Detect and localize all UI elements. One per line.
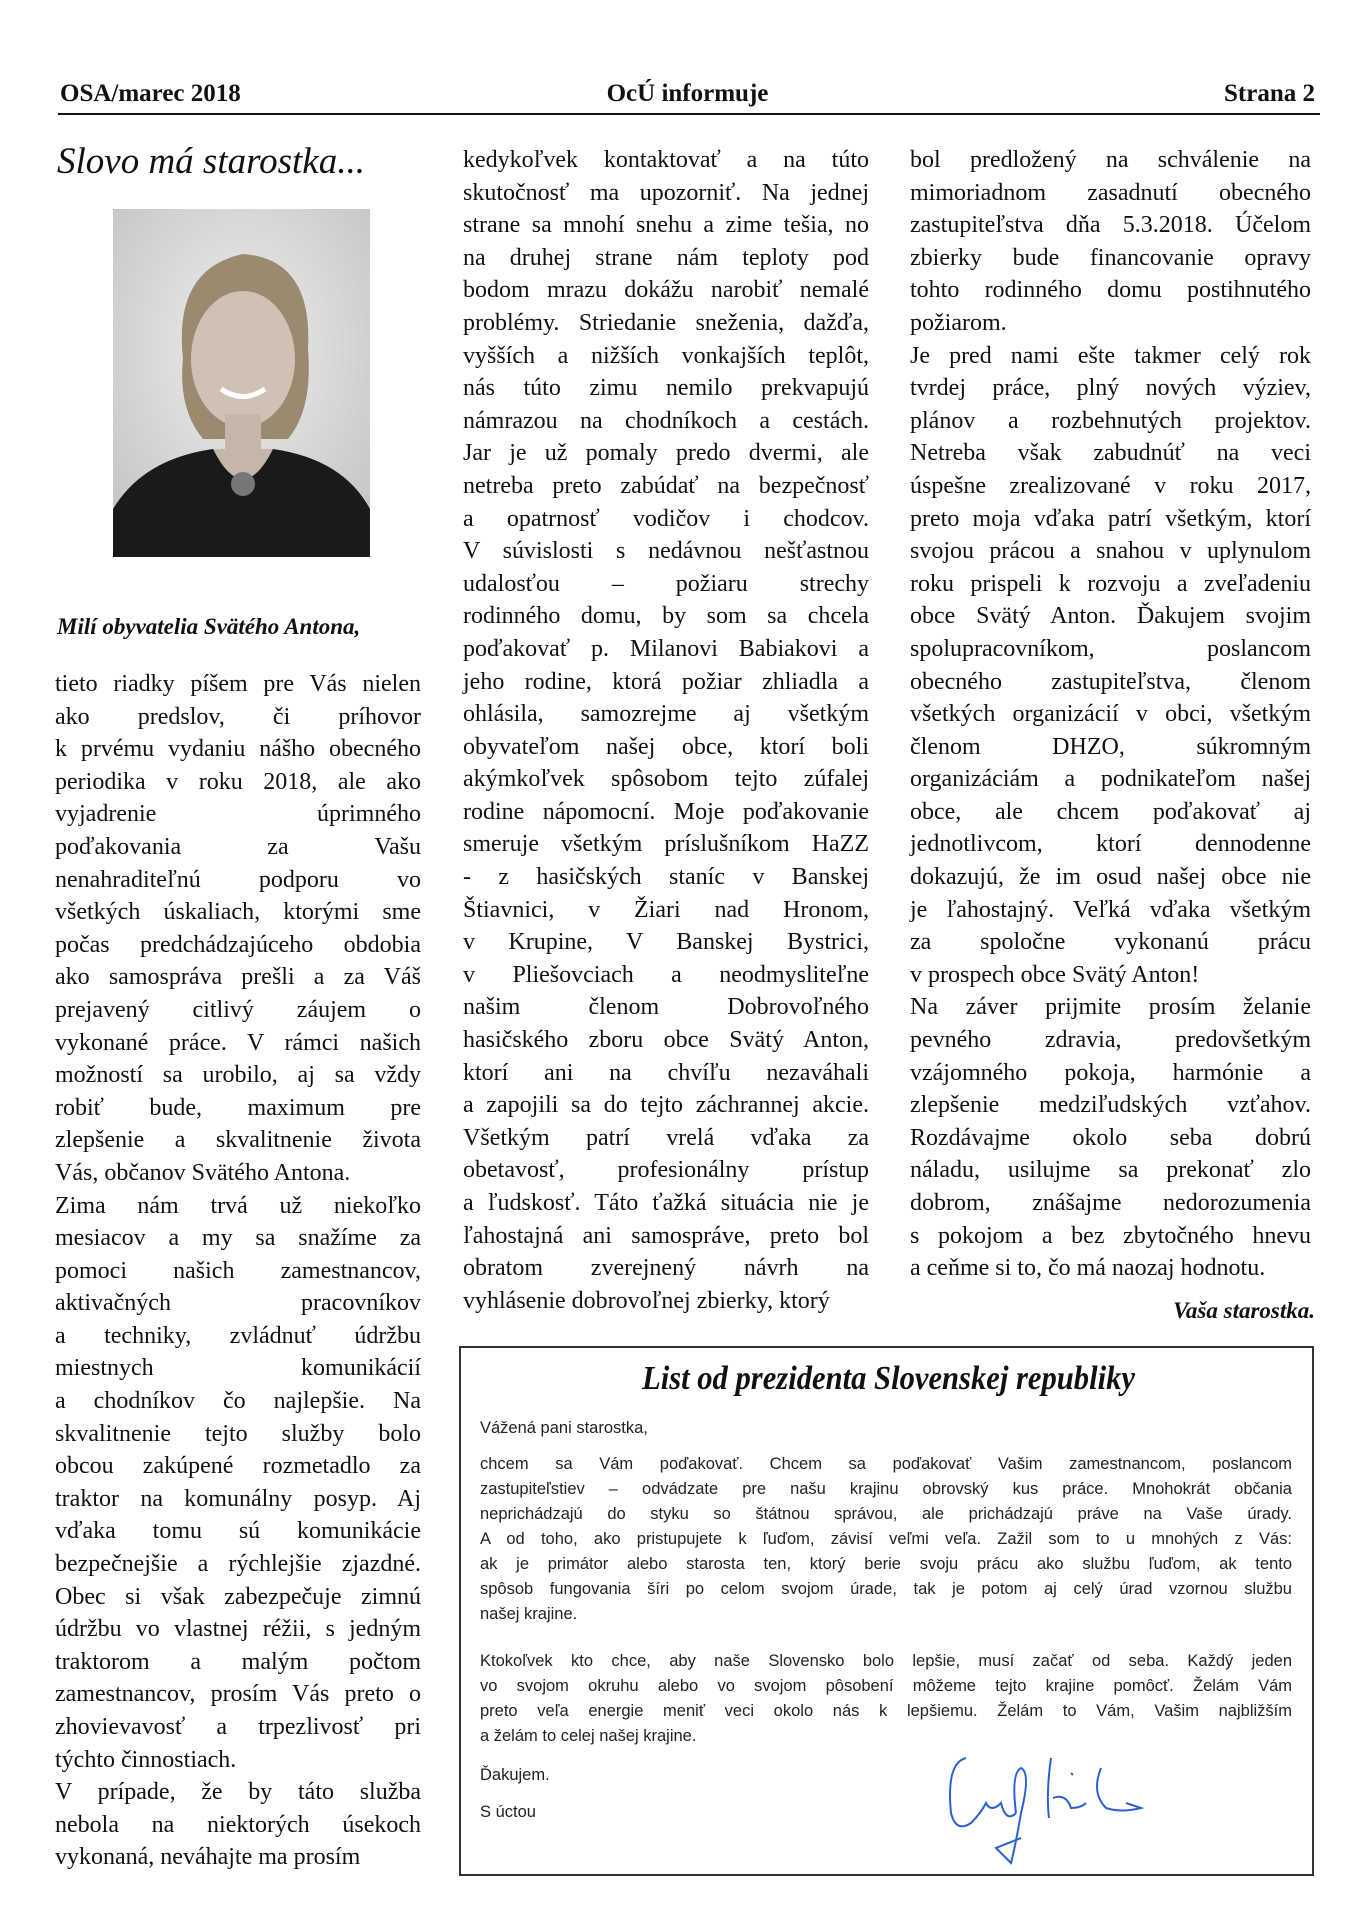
text-line: rodine nápomocní. Moje poďakovanie bbox=[463, 798, 869, 825]
text-line: vo svojom okruhu alebo vo svojom pôsobení môžeme tejto krajine pomôcť. Želám Vám bbox=[480, 1677, 1292, 1695]
text-line: vykonané práce. V rámci našich bbox=[55, 1029, 421, 1056]
header-divider bbox=[58, 113, 1320, 115]
text-line: Všetkým patrí vrelá vďaka za bbox=[463, 1124, 869, 1151]
text-line: ktorí ani na chvíľu nezaváhali bbox=[463, 1059, 869, 1086]
text-line: bezpečnejšie a rýchlejšie zjazdné. bbox=[55, 1551, 421, 1578]
text-line: skvalitnenie tejto služby bolo bbox=[55, 1420, 421, 1447]
text-line: periodika v roku 2018, ale ako bbox=[55, 768, 421, 795]
text-line: svojou prácou a snahou v uplynulom bbox=[910, 538, 1311, 565]
text-line: Je pred nami ešte takmer celý rok bbox=[910, 342, 1311, 369]
text-line: Zima nám trvá už niekoľko bbox=[55, 1192, 421, 1219]
text-line: Ktokoľvek kto chce, aby naše Slovensko bolo lepšie, musí začať od seba. Každý jeden bbox=[480, 1652, 1292, 1670]
text-line: udalosťou – požiaru strechy bbox=[463, 570, 869, 597]
text-line: všetkých úskaliach, ktorými sme bbox=[55, 899, 421, 926]
text-line: neprichádzajú do styku so štátnou správou, ale prichádzajú práve na Vaše úrady. bbox=[480, 1505, 1292, 1523]
text-line: úspešne zrealizované v roku 2017, bbox=[910, 472, 1311, 499]
text-line: námrazou na chodníkoch a cestách. bbox=[463, 407, 869, 434]
text-line: a ceňme si to, čo má naozaj hodnotu. bbox=[910, 1255, 1266, 1282]
article-column-2 bbox=[463, 144, 869, 1317]
text-line: Jar je už pomaly predo dvermi, ale bbox=[463, 440, 869, 467]
text-line: nenahraditeľnú podporu vo bbox=[55, 866, 421, 893]
text-line: vyjadrenie úprimného bbox=[55, 801, 421, 828]
text-line: strane sa mnohí snehu a zime tešia, no bbox=[463, 212, 869, 239]
text-line: poďakovať p. Milanovi Babiakovi a bbox=[463, 635, 869, 662]
text-line: aktivačných pracovníkov bbox=[55, 1290, 421, 1317]
text-line: smeruje všetkým príslušníkom HaZZ bbox=[463, 831, 869, 858]
text-line: vďaka tomu sú komunikácie bbox=[55, 1518, 421, 1545]
text-line: - z hasičských staníc v Banskej bbox=[463, 864, 869, 891]
text-line: obce Svätý Anton. Ďakujem svojim bbox=[910, 603, 1311, 630]
text-line: zhovievavosť a trpezlivosť pri bbox=[55, 1714, 421, 1740]
text-line: chcem sa Vám poďakovať. Chcem sa poďakovať Vašim zamestnancom, poslancom bbox=[480, 1455, 1292, 1473]
letter-closing: S úctou bbox=[480, 1803, 536, 1821]
text-line: akýmkoľvek spôsobom tejto zúfalej bbox=[463, 766, 869, 793]
article-title: Slovo má starostka... bbox=[57, 141, 365, 182]
text-line: jeho rodine, ktorá požiar zhliadla a bbox=[463, 668, 869, 695]
text-line: preto veľa energie meniť veci okolo nás k lepšiemu. Želám to Vám, Vašim najbližším bbox=[480, 1702, 1292, 1720]
text-line: problémy. Striedanie sneženia, dažďa, bbox=[463, 309, 869, 336]
text-line: traktor na komunálny posyp. Aj bbox=[55, 1485, 421, 1512]
text-line: obyvateľom našej obce, ktorí boli bbox=[463, 733, 869, 760]
text-line: skutočnosť ma upozorniť. Na jednej bbox=[463, 179, 869, 206]
text-line: a zapojili sa do tejto záchrannej akcie. bbox=[463, 1092, 869, 1119]
text-line: a opatrnosť vodičov i chodcov. bbox=[463, 505, 869, 532]
text-line: a želám to celej našej krajine. bbox=[480, 1727, 697, 1745]
text-line: zastupiteľstiev – odvádzate pre našu krajinu obrovský kus práce. Mnohokrát občania bbox=[480, 1480, 1292, 1498]
president-letter-box bbox=[459, 1346, 1314, 1876]
text-line: všetkých organizácií v obci, všetkým bbox=[910, 701, 1311, 728]
text-line: Rozdávajme okolo seba dobrú bbox=[910, 1124, 1311, 1151]
text-line: nebola na niektorých úsekoch bbox=[55, 1811, 421, 1838]
text-line: V súvislosti s nedávnou nešťastnou bbox=[463, 538, 869, 565]
text-line: v Pliešovciach a neodmysliteľne bbox=[463, 961, 869, 988]
text-line: plánov a rozbehnutých projektov. bbox=[910, 407, 1311, 434]
text-line: a techniky, zvládnuť údržbu bbox=[55, 1322, 421, 1349]
text-line: hasičského zboru obce Svätý Anton, bbox=[463, 1027, 869, 1054]
text-line: ako predslov, či príhovor bbox=[55, 703, 421, 730]
letter-salutation: Vážená pani starostka, bbox=[480, 1419, 648, 1437]
text-line: tieto riadky píšem pre Vás nielen bbox=[55, 671, 421, 697]
text-line: Netreba však zabudnúť na veci bbox=[910, 440, 1311, 467]
text-line: obecného zastupiteľstva, členom bbox=[910, 668, 1311, 695]
text-line: rodinného domu, by som sa chcela bbox=[463, 603, 869, 630]
header-issue: OSA/marec 2018 bbox=[60, 80, 241, 107]
mayor-portrait-photo bbox=[113, 209, 370, 557]
letter-thanks: Ďakujem. bbox=[480, 1766, 550, 1784]
text-line: počas predchádzajúceho obdobia bbox=[55, 931, 421, 958]
header-page-number: Strana 2 bbox=[1224, 80, 1315, 107]
text-line: V prípade, že by táto služba bbox=[55, 1779, 421, 1806]
article-column-1 bbox=[55, 668, 421, 1874]
text-line: našej krajine. bbox=[480, 1605, 578, 1623]
text-line: vykonaná, neváhajte ma prosím bbox=[55, 1844, 361, 1871]
text-line: s pokojom a bez zbytočného hnevu bbox=[910, 1222, 1311, 1249]
text-line: kedykoľvek kontaktovať a na túto bbox=[463, 147, 869, 173]
article-greeting: Milí obyvatelia Svätého Antona, bbox=[57, 614, 361, 639]
text-line: ak je primátor alebo starosta ten, ktorý berie svoju prácu ako službu ľuďom, ak tento bbox=[480, 1555, 1292, 1573]
text-line: tohto rodinného domu postihnutého bbox=[910, 277, 1311, 304]
text-line: robiť bude, maximum pre bbox=[55, 1094, 421, 1121]
text-line: bodom mrazu dokážu narobiť nemalé bbox=[463, 277, 869, 304]
text-line: v Krupine, V Banskej Bystrici, bbox=[463, 929, 869, 956]
text-line: vyhlásenie dobrovoľnej zbierky, ktorý bbox=[463, 1287, 830, 1314]
text-line: nás túto zimu nemilo prekvapujú bbox=[463, 375, 869, 402]
text-line: poďakovania za Vašu bbox=[55, 833, 421, 860]
text-line: dobrom, znášajme nedorozumenia bbox=[910, 1190, 1311, 1216]
text-line: A od toho, ako pristupujete k ľuďom, závisí veľmi veľa. Zažil som to u mnohých z Vás: bbox=[480, 1530, 1292, 1548]
text-line: spolupracovníkom, poslancom bbox=[910, 635, 1311, 662]
text-line: pevného zdravia, predovšetkým bbox=[910, 1027, 1311, 1054]
text-line: organizáciám a podnikateľom našej bbox=[910, 766, 1311, 793]
text-line: traktorom a malým počtom bbox=[55, 1648, 421, 1675]
letter-title: List od prezidenta Slovenskej republiky bbox=[641, 1360, 1136, 1397]
text-line: jednotlivcom, ktorí dennodenne bbox=[910, 831, 1311, 858]
text-line: v prospech obce Svätý Anton! bbox=[910, 961, 1200, 988]
text-line: obcou zakúpené rozmetadlo za bbox=[55, 1453, 421, 1480]
text-line: spôsob fungovania šíri po celom svojom úrade, tak je potom aj celý úrad vzornou službu bbox=[480, 1580, 1292, 1598]
text-line: mesiacov a my sa snažíme za bbox=[55, 1225, 421, 1252]
article-column-3 bbox=[910, 144, 1311, 1285]
text-line: preto moja vďaka patrí všetkým, ktorí bbox=[910, 505, 1311, 532]
text-line: údržbu vo vlastnej réžii, s jedným bbox=[55, 1616, 421, 1643]
text-line: týchto činnostiach. bbox=[55, 1746, 237, 1773]
text-line: za spoločne vykonanú prácu bbox=[910, 929, 1311, 956]
text-line: a chodníkov čo najlepšie. Na bbox=[55, 1388, 421, 1415]
text-line: je ľahostajný. Veľká vďaka všetkým bbox=[910, 896, 1311, 923]
text-line: bol predložený na schválenie na bbox=[910, 147, 1311, 173]
text-line: Na záver prijmite prosím želanie bbox=[910, 994, 1311, 1021]
letter-paragraph-2 bbox=[480, 1649, 1292, 1749]
text-line: obetavosť, profesionálny prístup bbox=[463, 1157, 869, 1184]
text-line: možností sa urobilo, aj sa vždy bbox=[55, 1062, 421, 1089]
text-line: netreba preto zabúdať na bezpečnosť bbox=[463, 472, 869, 499]
text-line: ľahostajná ani samospráve, preto bol bbox=[463, 1222, 869, 1249]
text-line: Vás, občanov Svätého Antona. bbox=[55, 1159, 351, 1186]
article-signature: Vaša starostka. bbox=[1173, 1298, 1315, 1323]
text-line: vyšších a nižších vonkajších teplôt, bbox=[463, 342, 869, 369]
text-line: zastupiteľstva dňa 5.3.2018. Účelom bbox=[910, 212, 1311, 239]
text-line: tvrdej práce, plný nových výziev, bbox=[910, 375, 1311, 402]
text-line: náladu, usilujme sa prekonať zlo bbox=[910, 1157, 1311, 1184]
text-line: roku prispeli k rozvoju a zveľadeniu bbox=[910, 570, 1311, 597]
text-line: našim členom Dobrovoľného bbox=[463, 994, 869, 1021]
text-line: ohlásila, samozrejme aj všetkým bbox=[463, 701, 869, 728]
text-line: prejavený citlivý záujem o bbox=[55, 996, 421, 1023]
text-line: zamestnancov, prosím Vás preto o bbox=[55, 1681, 421, 1708]
text-line: vzájomného pokoja, harmónie a bbox=[910, 1059, 1311, 1086]
text-line: obratom zverejnený návrh na bbox=[463, 1255, 869, 1282]
letter-paragraph-1 bbox=[480, 1452, 1292, 1627]
text-line: Štiavnici, v Žiari nad Hronom, bbox=[463, 896, 869, 923]
text-line: Obec si však zabezpečuje zimnú bbox=[55, 1583, 421, 1610]
header-section: OcÚ informuje bbox=[606, 80, 769, 107]
text-line: pomoci našich zamestnancov, bbox=[55, 1257, 421, 1284]
text-line: zlepšenie a skvalitnenie života bbox=[55, 1127, 421, 1154]
president-handwritten-signature bbox=[941, 1753, 1171, 1873]
text-line: mimoriadnom zasadnutí obecného bbox=[910, 179, 1311, 206]
text-line: miestnych komunikácií bbox=[55, 1355, 421, 1382]
text-line: na druhej strane nám teploty pod bbox=[463, 244, 869, 271]
text-line: členom DHZO, súkromným bbox=[910, 733, 1311, 760]
text-line: ako samospráva prešli a za Váš bbox=[55, 964, 421, 991]
text-line: k prvému vydaniu nášho obecného bbox=[55, 736, 421, 763]
text-line: dokazujú, že im osud našej obce nie bbox=[910, 864, 1311, 891]
text-line: a ľudskosť. Táto ťažká situácia nie je bbox=[463, 1190, 869, 1216]
text-line: zbierky bude financovanie opravy bbox=[910, 244, 1311, 271]
text-line: obce, ale chcem poďakovať aj bbox=[910, 798, 1311, 825]
text-line: zlepšenie medziľudských vzťahov. bbox=[910, 1092, 1311, 1119]
text-line: požiarom. bbox=[910, 309, 1007, 336]
